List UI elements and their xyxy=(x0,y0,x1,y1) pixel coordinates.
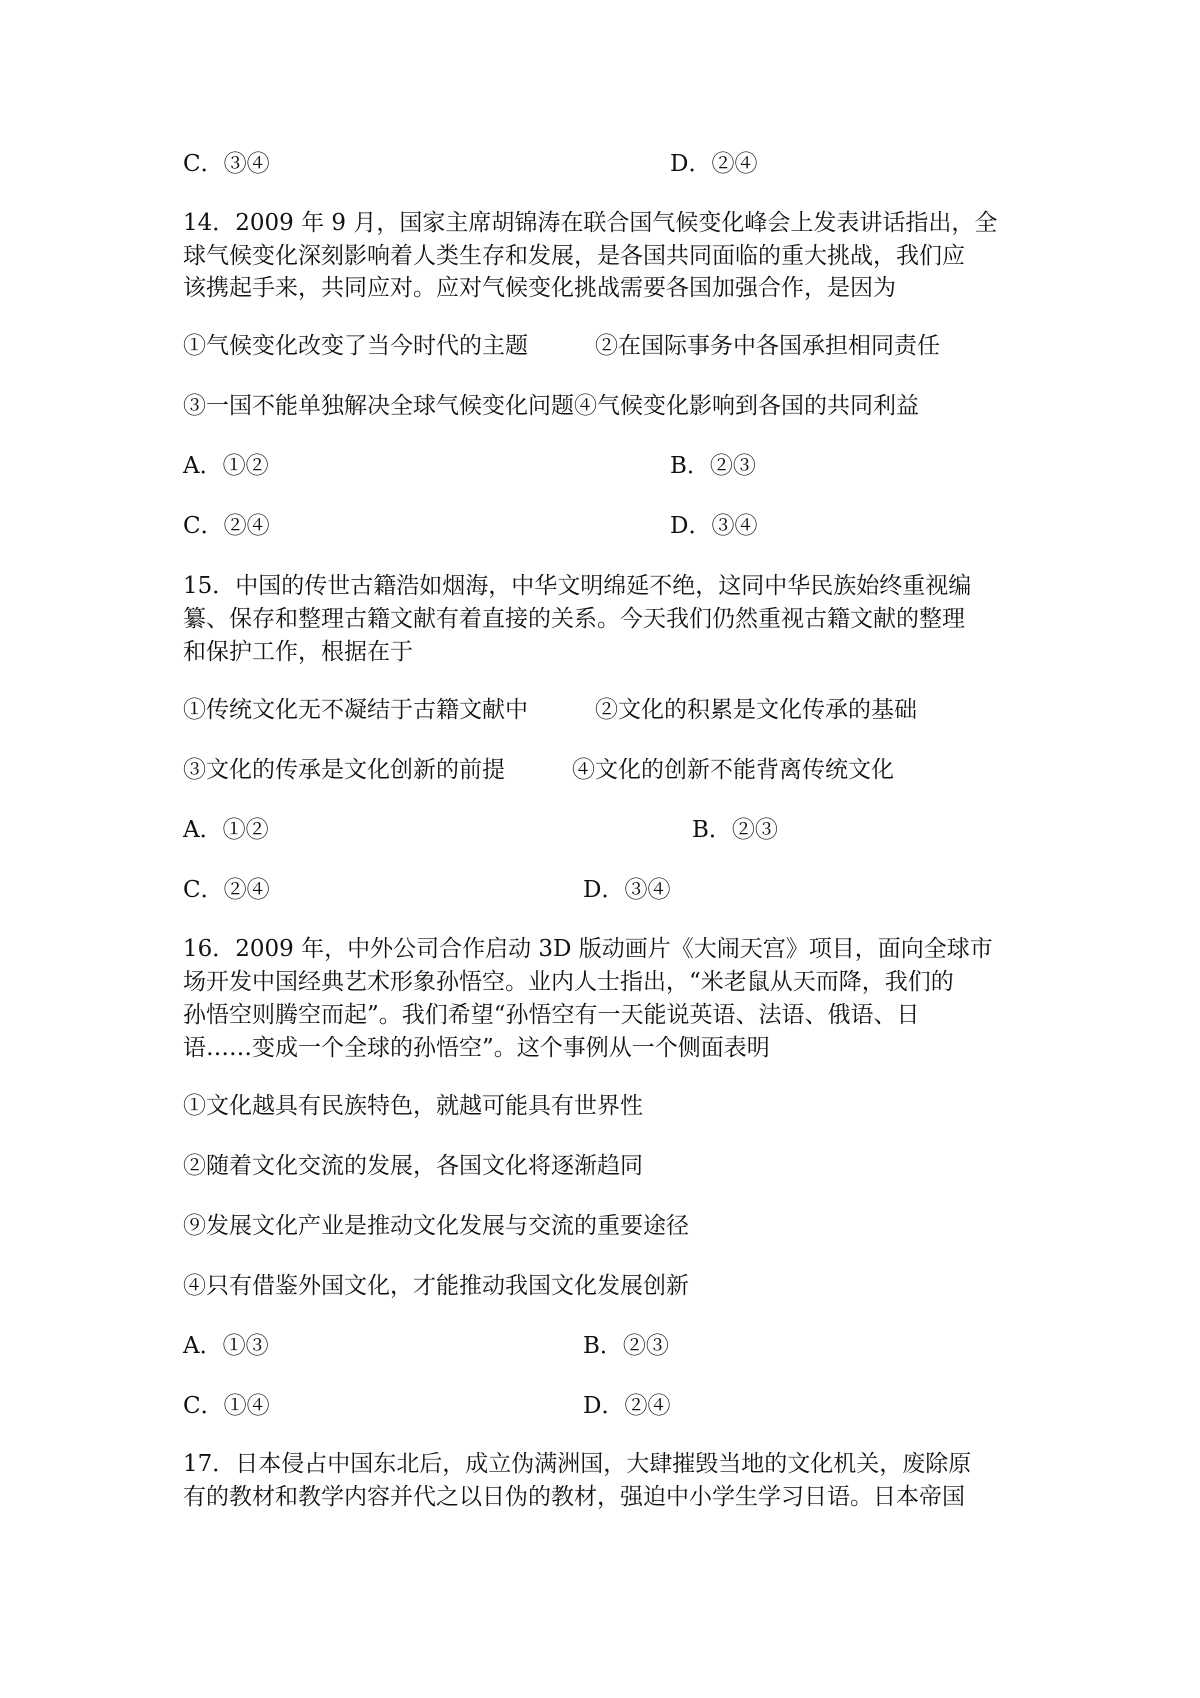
q14-option-b: B．②③ xyxy=(670,453,756,479)
q14-option-c: C．②④ xyxy=(183,513,270,539)
q14-statements-3-4: ③一国不能单独解决全球气候变化问题④气候变化影响到各国的共同利益 xyxy=(183,393,919,419)
q15-stem-line-2: 纂、保存和整理古籍文献有着直接的关系。今天我们仍然重视古籍文献的整理 xyxy=(183,606,965,632)
q16-statement-3: ⑨发展文化产业是推动文化发展与交流的重要途径 xyxy=(183,1213,689,1239)
q16-stem-line-4: 语……变成一个全球的孙悟空”。这个事例从一个侧面表明 xyxy=(183,1035,770,1061)
q15-option-b: B．②③ xyxy=(692,817,778,843)
q17-stem-line-1: 17．日本侵占中国东北后，成立伪满洲国，大肆摧毁当地的文化机关，废除原 xyxy=(183,1451,972,1477)
q15-option-c: C．②④ xyxy=(183,877,270,903)
q16-statement-1: ①文化越具有民族特色，就越可能具有世界性 xyxy=(183,1093,643,1119)
q14-option-a: A．①② xyxy=(183,453,269,479)
q17-stem-line-2: 有的教材和教学内容并代之以日伪的教材，强迫中小学生学习日语。日本帝国 xyxy=(183,1484,965,1510)
q15-statement-4: ④文化的创新不能背离传统文化 xyxy=(572,757,894,783)
q13-option-d: D．②④ xyxy=(670,151,758,177)
q14-statement-2: ②在国际事务中各国承担相同责任 xyxy=(595,333,940,359)
q15-option-d: D．③④ xyxy=(583,877,671,903)
q14-stem-line-3: 该携起手来，共同应对。应对气候变化挑战需要各国加强合作，是因为 xyxy=(183,275,896,301)
q16-stem-line-2: 场开发中国经典艺术形象孙悟空。业内人士指出，“米老鼠从天而降，我们的 xyxy=(183,969,954,995)
q15-option-a: A．①② xyxy=(183,817,269,843)
q16-stem-line-3: 孙悟空则腾空而起”。我们希望“孙悟空有一天能说英语、法语、俄语、日 xyxy=(183,1002,920,1028)
q16-option-b: B．②③ xyxy=(583,1333,669,1359)
q16-stem-line-1: 16．2009 年，中外公司合作启动 3D 版动画片《大闹天宫》项目，面向全球市 xyxy=(183,936,993,962)
q16-option-a: A．①③ xyxy=(183,1333,269,1359)
q14-option-d: D．③④ xyxy=(670,513,758,539)
q16-statement-4: ④只有借鉴外国文化，才能推动我国文化发展创新 xyxy=(183,1273,689,1299)
q14-statement-1: ①气候变化改变了当今时代的主题 xyxy=(183,333,528,359)
q13-option-c: C．③④ xyxy=(183,151,270,177)
q16-option-d: D．②④ xyxy=(583,1393,671,1419)
q15-statement-1: ①传统文化无不凝结于古籍文献中 xyxy=(183,697,528,723)
q15-statement-2: ②文化的积累是文化传承的基础 xyxy=(595,697,917,723)
q16-statement-2: ②随着文化交流的发展，各国文化将逐渐趋同 xyxy=(183,1153,643,1179)
q14-stem-line-2: 球气候变化深刻影响着人类生存和发展，是各国共同面临的重大挑战，我们应 xyxy=(183,243,965,269)
q14-stem-line-1: 14．2009 年 9 月，国家主席胡锦涛在联合国气候变化峰会上发表讲话指出，全 xyxy=(183,210,998,236)
q15-stem-line-3: 和保护工作，根据在于 xyxy=(183,639,413,665)
q15-statement-3: ③文化的传承是文化创新的前提 xyxy=(183,757,505,783)
q15-stem-line-1: 15．中国的传世古籍浩如烟海，中华文明绵延不绝，这同中华民族始终重视编 xyxy=(183,573,972,599)
q16-option-c: C．①④ xyxy=(183,1393,270,1419)
